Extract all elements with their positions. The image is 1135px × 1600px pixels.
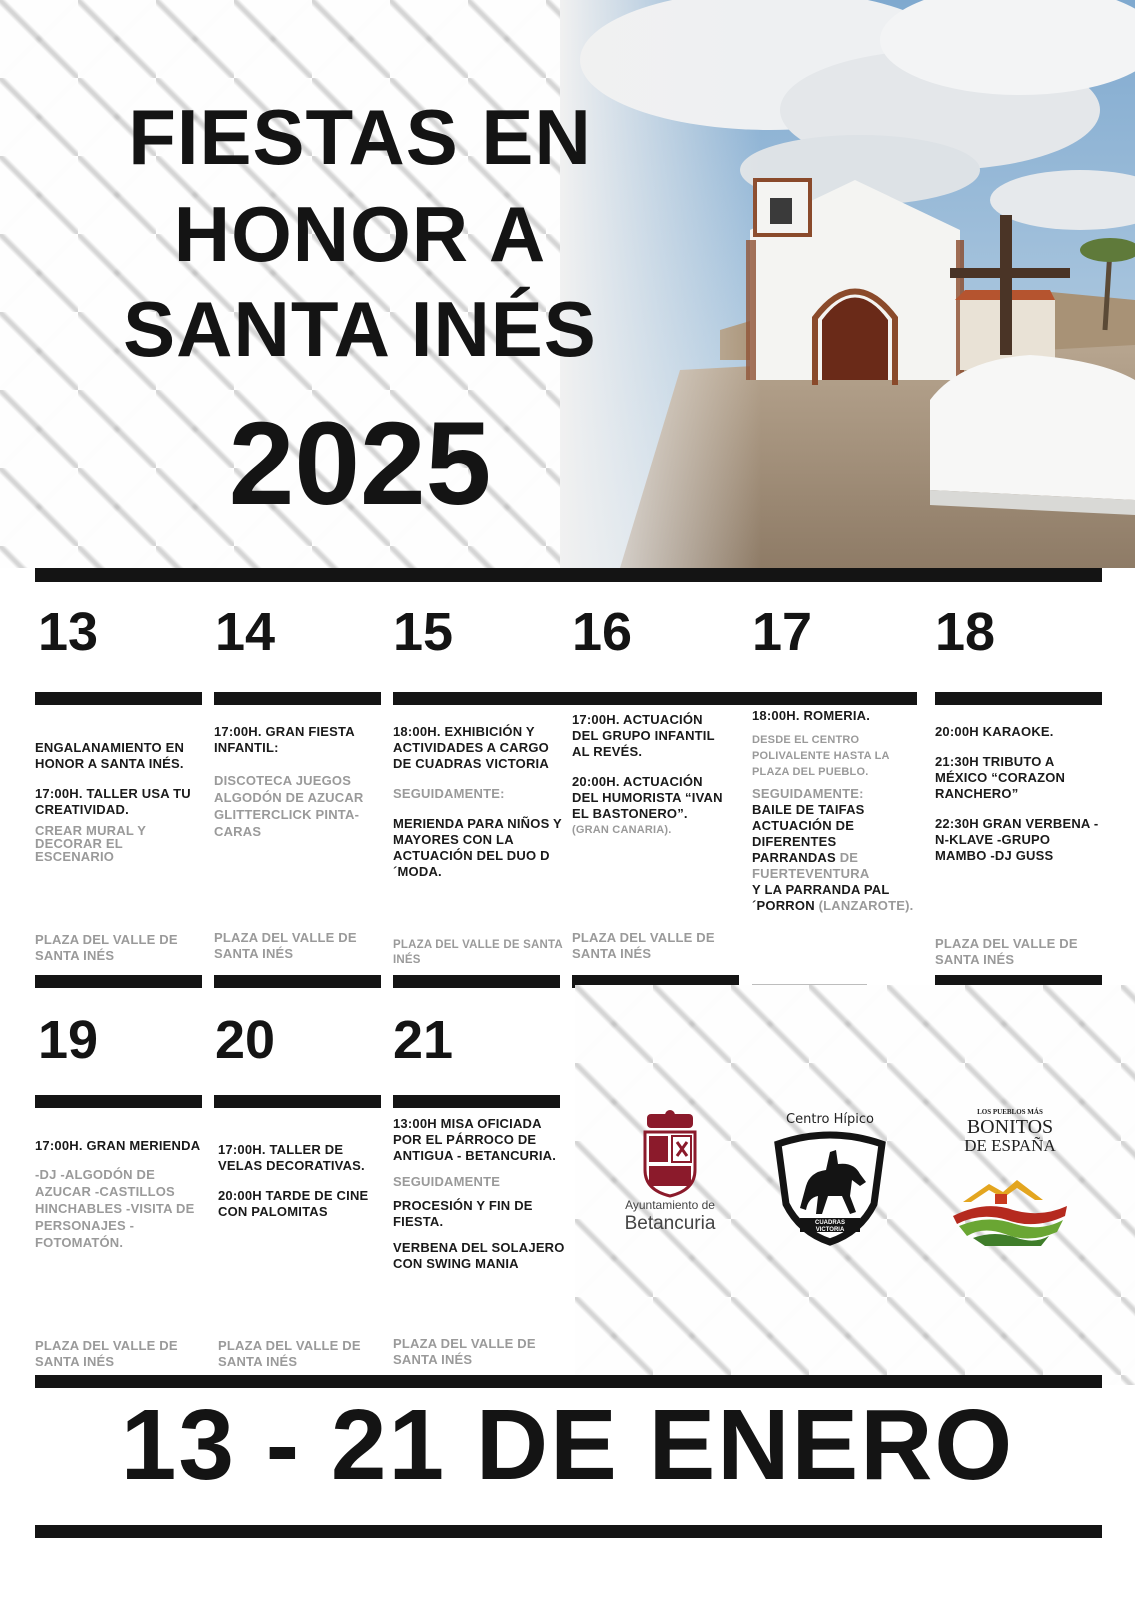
day-number-18: 18 [935,602,996,662]
ayuntamiento-betancuria-logo [605,1110,735,1250]
event-detail: (GRAN CANARIA). [572,824,672,836]
divider-bar [35,1375,1102,1388]
centro-hipico-logo [770,1112,900,1247]
event-detail: DISCOTECA JUEGOS ALGODÓN DE AZUCAR GLITTERCLICK PINTA-CARAS [214,773,364,839]
event-location: PLAZA DEL VALLE DE SANTA INÉS [35,1338,178,1369]
day-13-schedule [35,740,205,968]
ayuntamiento-big-text: Betancuria [624,1213,716,1234]
divider-bar [393,1095,560,1108]
day-17-schedule [752,708,922,968]
divider-bar [214,975,381,988]
event-text: ENGALANAMIENTO EN HONOR A SANTA INÉS. [35,740,185,771]
divider-bar [35,1095,202,1108]
day-20-schedule [218,1142,378,1378]
divider-bar [35,568,1102,582]
event-text: VERBENA DEL SOLAJERO CON SWING MANIA [393,1240,565,1271]
event-location: PLAZA DEL VALLE DE SANTA INÉS [393,1336,536,1367]
event-text: 18:00H. ROMERIA. [752,708,871,723]
title-line-1: FIESTAS EN [128,93,592,181]
divider-bar [35,975,202,988]
day-19-schedule [35,1138,205,1378]
event-text: 17:00H. GRAN FIESTA INFANTIL: [214,724,355,755]
ayuntamiento-small-text: Ayuntamiento de [625,1198,715,1212]
day-18-schedule [935,724,1105,968]
divider-bar [35,692,202,705]
event-text: BAILE DE TAIFAS ACTUACIÓN DE DIFERENTES PARRANDAS [752,802,865,865]
date-range: 13 - 21 DE ENERO [120,1389,1015,1501]
church-photo [560,0,1135,568]
coat-of-arms-icon [605,1110,735,1200]
day-15-schedule [393,724,563,968]
hipico-bottom-text: CUADRAS VICTORIA [815,1220,845,1233]
pueblos-small-text: LOS PUEBLOS MÁS [977,1108,1043,1116]
hipico-top-text: Centro Hípico [786,1112,874,1127]
event-text: 22:30H GRAN VERBENA -N-KLAVE -GRUPO MAMBO -DJ GUSS [935,816,1099,863]
divider-bar [214,692,381,705]
day-number-14: 14 [215,602,276,662]
day-number-15: 15 [393,602,454,662]
event-detail: (LANZAROTE). [818,898,914,913]
event-text: 20:00H TARDE DE CINE CON PALOMITAS [218,1188,369,1219]
event-location: PLAZA DEL VALLE DE SANTA INÉS [572,930,715,961]
event-detail: DESDE EL CENTRO POLIVALENTE HASTA LA PLAZA DEL PUEBLO. [752,734,890,778]
divider-bar [214,1095,381,1108]
event-detail: SEGUIDAMENTE [393,1174,501,1189]
event-text: 20:00H. ACTUACIÓN DEL HUMORISTA “IVAN EL BASTONERO”. [572,774,723,821]
title-line-2: HONOR A [173,190,547,278]
event-text: PROCESIÓN Y FIN DE FIESTA. [393,1198,533,1229]
event-text: 21:30H TRIBUTO A MÉXICO “CORAZON RANCHERO” [935,754,1066,801]
event-location: PLAZA DEL VALLE DE SANTA INÉS [393,939,563,966]
event-text: 17:00H. TALLER DE VELAS DECORATIVAS. [218,1142,365,1173]
day-number-13: 13 [38,602,99,662]
day-number-20: 20 [215,1010,276,1070]
event-text: MERIENDA PARA NIÑOS Y MAYORES CON LA ACTUACIÓN DEL DUO D´MODA. [393,816,562,879]
day-21-schedule [393,1116,568,1378]
event-detail: DE FUERTEVENTURA [752,850,870,881]
event-text: 17:00H. GRAN MERIENDA [35,1138,201,1153]
event-text: 17:00H. TALLER USA TU CREATIVIDAD. [35,786,191,817]
divider-bar [935,692,1102,705]
day-16-schedule [572,712,732,968]
event-text: 13:00H MISA OFICIADA POR EL PÁRROCO DE ANTIGUA - BETANCURIA. [393,1116,557,1163]
pueblos-big-text-1: BONITOS [966,1116,1054,1138]
day-number-21: 21 [393,1010,454,1070]
divider-bar [35,1525,1102,1538]
event-location: PLAZA DEL VALLE DE SANTA INÉS [218,1338,361,1369]
event-detail: -DJ -ALGODÓN DE AZUCAR -CASTILLOS HINCHABLES -VISITA DE PERSONAJES -FOTOMATÓN. [35,1167,195,1250]
event-location: PLAZA DEL VALLE DE SANTA INÉS [35,932,178,963]
event-text: 17:00H. ACTUACIÓN DEL GRUPO INFANTIL AL REVÉS. [572,712,715,759]
houses-hills-icon [945,1158,1075,1248]
day-number-19: 19 [38,1010,99,1070]
divider-bar [393,975,560,988]
title-year: 2025 [228,398,492,530]
pueblos-big-text-2: DE ESPAÑA [964,1136,1056,1155]
event-location: PLAZA DEL VALLE DE SANTA INÉS [214,930,357,961]
event-location: PLAZA DEL VALLE DE SANTA INÉS [935,936,1078,967]
event-text: 20:00H KARAOKE. [935,724,1054,739]
divider-bar [393,692,917,705]
event-detail: CREAR MURAL Y DECORAR EL ESCENARIO [35,823,146,864]
event-text: Y LA PARRANDA PAL´PORRON [752,882,890,913]
day-14-schedule [214,724,374,968]
day-number-16: 16 [572,602,633,662]
event-text: 18:00H. EXHIBICIÓN Y ACTIVIDADES A CARGO DE CUADRAS VICTORIA [393,724,549,771]
event-detail: SEGUIDAMENTE: [393,786,505,801]
pueblos-bonitos-logo [945,1108,1075,1258]
title-line-3: SANTA INÉS [123,285,597,373]
day-number-17: 17 [752,602,813,662]
event-detail: SEGUIDAMENTE: [752,786,864,801]
